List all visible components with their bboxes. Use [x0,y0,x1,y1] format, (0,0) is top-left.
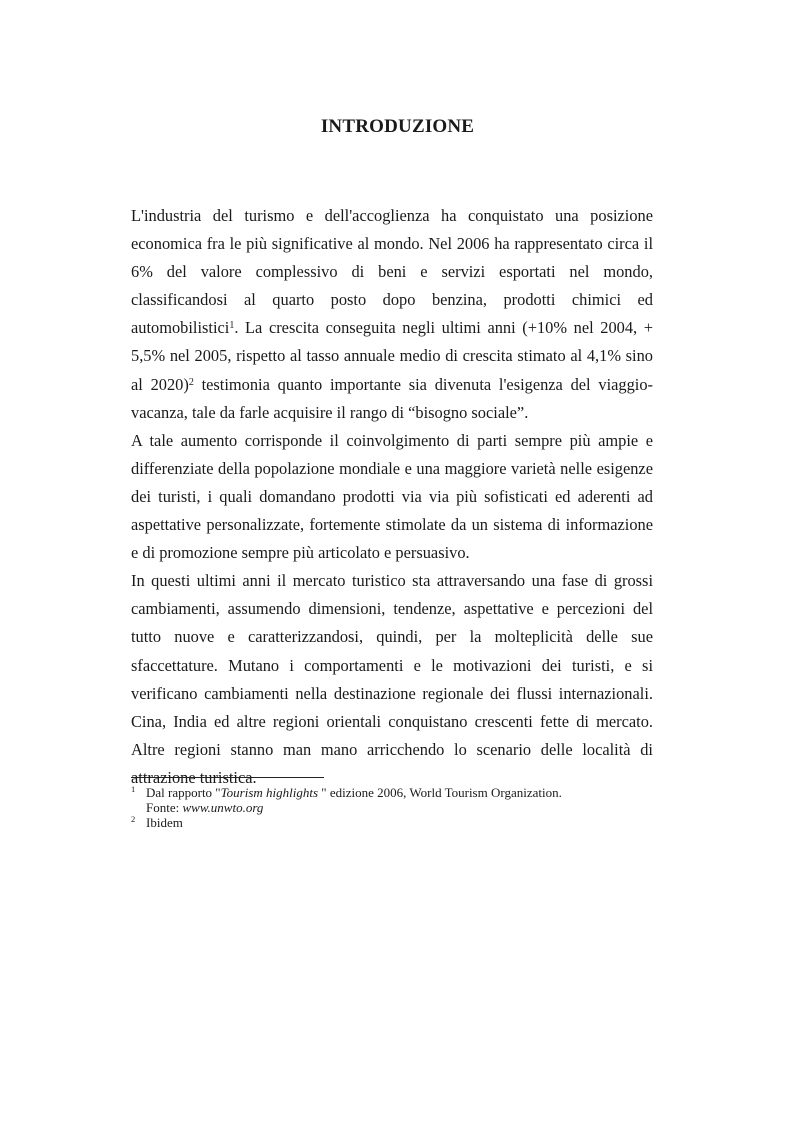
paragraph-3: In questi ultimi anni il mercato turistico sta attraversando una fase di grossi cambiamenti, assumendo dimensioni, tendenze, aspettative e percezioni del tutto nuove e caratterizzandosi, quindi, per la molteplicità delle sue sfaccettature. Mutano i comportamenti e le motivazioni dei turisti, e si verificano cambiamenti nella destinazione regionale dei flussi internazionali. Cina, India ed altre regioni orientali conquistano crescenti fette di mercato. Altre regioni stanno man mano arricchendo lo scenario delle località di attrazione turistica. [131,571,653,787]
footnote-1-prefix: Dal rapporto " [146,785,221,800]
paragraph-1-text-a: L'industria del turismo e dell'accoglienza ha conquistato una posizione economica fra le più significative al mondo. Nel 2006 ha rappresentato circa il 6% del valore complessivo di beni e servizi esportati nel mondo, classificandosi al quarto posto dopo benzina, prodotti chimici ed automobilistici [131,206,653,338]
footnote-2-mark: 2 [131,814,136,824]
footnote-1-suffix: " edizione 2006, World Tourism Organization. [318,785,562,800]
footnote-ref-2: 2 [188,376,194,388]
footnote-1-mark: 1 [131,784,136,794]
page-title: INTRODUZIONE [320,116,475,137]
paragraph-2: A tale aumento corrisponde il coinvolgimento di parti sempre più ampie e differenziate della popolazione mondiale e una maggiore varietà nelle esigenze dei turisti, i quali domandano prodotti via via più sofisticati ed aderenti ad aspettative personalizzate, fortemente stimolate da un sistema di informazione e di promozione sempre più articolato e persuasivo. [131,430,653,563]
footnote-1-source [146,800,671,815]
footnote-1-source-link: www.unwto.org [182,800,264,815]
footnotes [131,785,671,830]
paragraph-1-text-b: . La crescita conseguita negli ultimi anni (+10% nel 2004, + 5,5% nel 2005, rispetto al tasso annuale medio di crescita stimato al 4,1% sino al 2020) [131,318,653,394]
footnote-1-italic: Tourism highlights [220,785,319,800]
footnote-2-text: Ibidem [146,815,183,830]
paragraph-1-text-c: testimonia quanto importante sia divenuta l'esigenza del viaggio-vacanza, tale da farle acquisire il rango di “bisogno sociale”. [131,374,653,422]
paragraph-1 [131,202,653,427]
footnote-ref-1: 1 [229,320,235,332]
footnote-separator [131,777,324,778]
footnote-2 [131,815,671,830]
footnote-1-source-label: Fonte: [146,800,183,815]
body-text [131,202,653,792]
footnote-1 [131,785,671,815]
